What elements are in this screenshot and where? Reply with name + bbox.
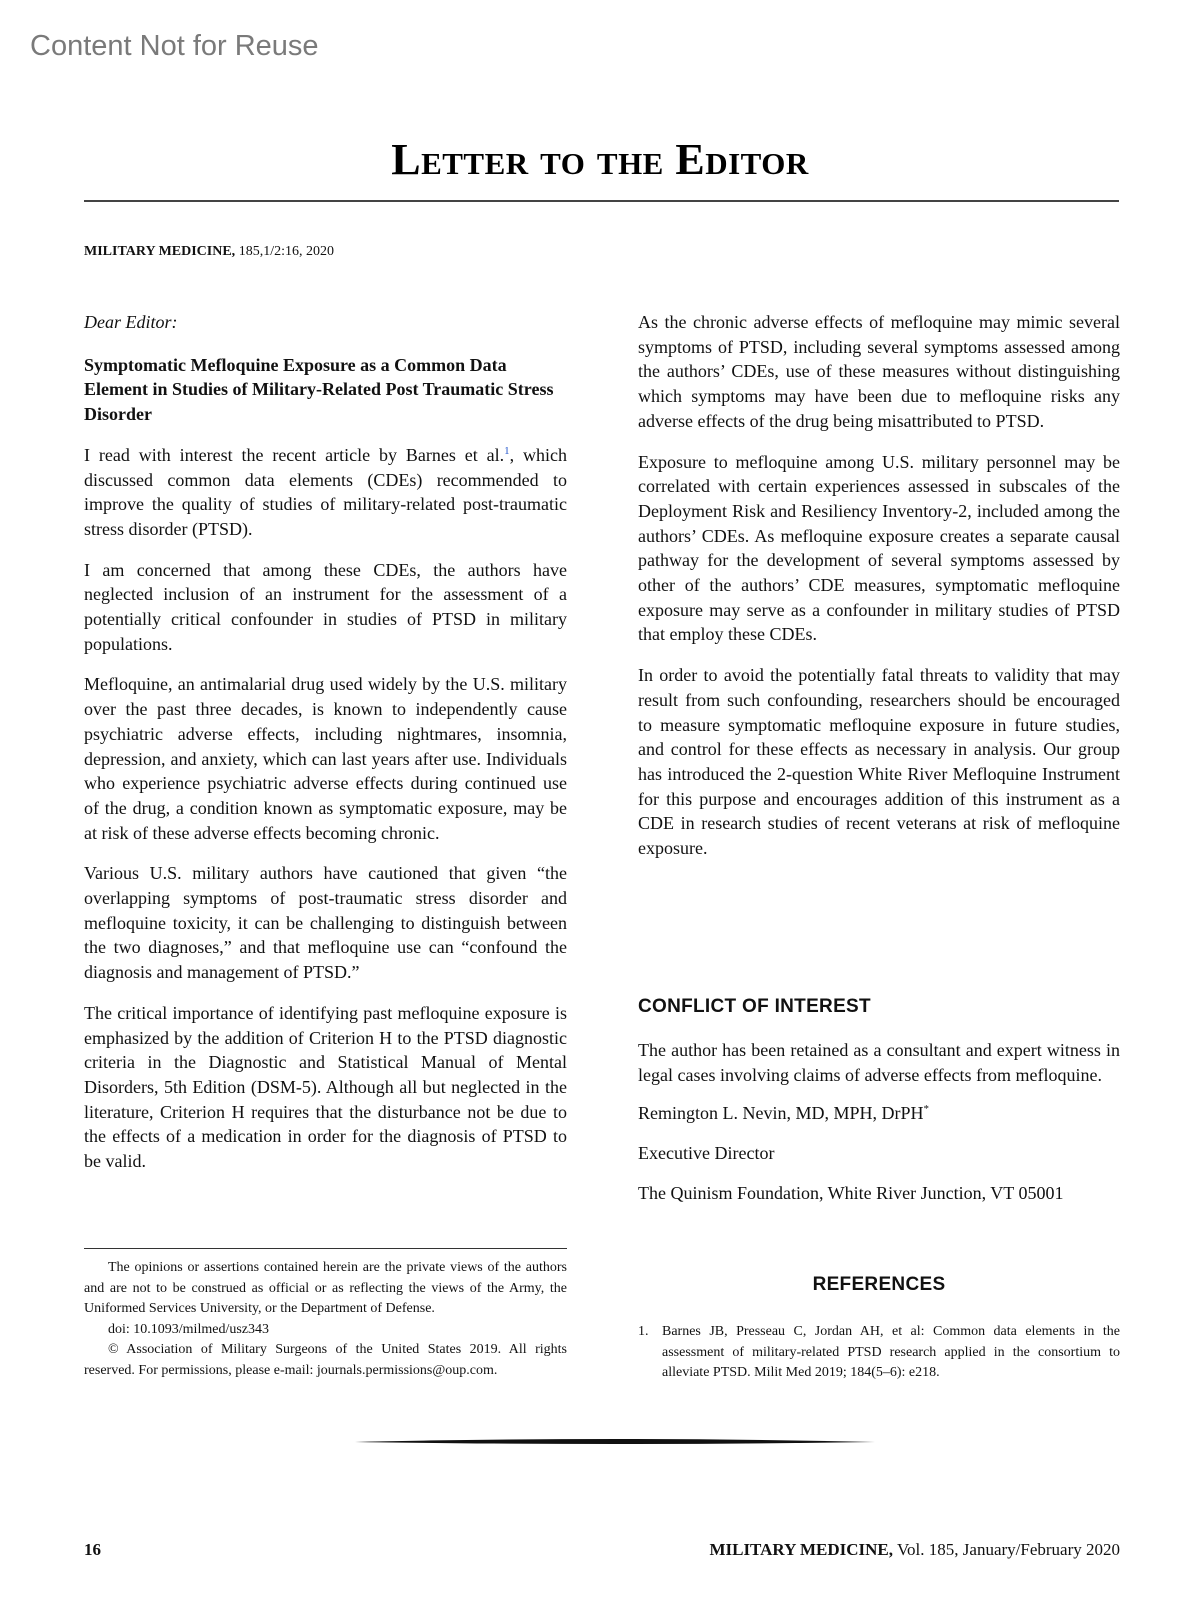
footnote-copyright: © Association of Military Surgeons of the United States 2019. All rights reserved. For permissions, please e-mail: journals.permissions@oup.com. [84, 1342, 567, 1378]
body-paragraph-5: The critical importance of identifying past mefloquine exposure is emphasized by the addition of Criterion H to the PTSD diagnostic criteria in the Diagnostic and Statistical Manual of Mental Disorders, 5th Edition (DSM-5). Although all but neglected in the literature, Criterion H requires that the disturbance not be due to the effects of a medication in order for the diagnosis of PTSD to be valid. [84, 1002, 567, 1172]
conflict-of-interest-text: The author has been retained as a consultant and expert witness in legal cases involving claims of adverse effects from mefloquine. [638, 1040, 1120, 1085]
body-paragraph-1 [84, 443, 567, 542]
author-organization: The Quinism Foundation, White River Junction, VT 05001 [638, 1183, 1064, 1204]
author-name [638, 1099, 1120, 1127]
body-paragraph-2: I am concerned that among these CDEs, the authors have neglected inclusion of an instrument for the assessment of a potentially critical confounder in studies of PTSD in military populations. [84, 559, 567, 654]
journal-citation [84, 244, 334, 260]
decorative-swoosh [355, 1436, 875, 1448]
author-name-text: Remington L. Nevin, MD, MPH, DrPH [638, 1103, 924, 1124]
paragraph-text-rest: , which discussed common data elements (CDEs) recommended to improve the quality of studies of military-related post-traumatic stress disorder (PTSD). [84, 444, 567, 539]
reference-number: 1. [638, 1324, 649, 1339]
watermark-text: Content Not for Reuse [30, 30, 319, 62]
salutation: Dear Editor: [84, 312, 178, 332]
footnote-divider [84, 1248, 567, 1249]
author-role: Executive Director [638, 1143, 775, 1164]
footnote-disclaimer: The opinions or assertions contained herein are the private views of the authors and are not to be construed as official or as reflecting the views of the Army, the Uniformed Services University, or the Department of Defense. [84, 1260, 567, 1316]
article-title: Symptomatic Mefloquine Exposure as a Common Data Element in Studies of Military-Related Post Traumatic Stress Disorder [84, 354, 554, 425]
reference-item [638, 1322, 1120, 1384]
right-column [638, 310, 1120, 877]
body-paragraph-7: Exposure to mefloquine among U.S. military personnel may be correlated with certain experiences assessed in subscales of the Deployment Risk and Resiliency Inventory-2, included among the authors’ CDEs. As mefloquine exposure creates a separate causal pathway for the development of several symptoms assessed by other of the authors’ CDE measures, symptomatic mefloquine exposure may serve as a confounder in military studies of PTSD that employ these CDEs. [638, 451, 1120, 645]
journal-issue-citation: 185,1/2:16, 2020 [235, 244, 334, 259]
body-paragraph-4: Various U.S. military authors have cautioned that given “the overlapping symptoms of post-traumatic stress disorder and mefloquine toxicity, it can be challenging to distinguish between the two diagnoses,” and that mefloquine use can “confound the diagnosis and management of PTSD.” [84, 863, 567, 983]
title-divider [84, 200, 1119, 202]
journal-name: MILITARY MEDICINE, [84, 244, 236, 259]
body-paragraph-8: In order to avoid the potentially fatal threats to validity that may result from such confounding, researchers should be encouraged to measure symptomatic mefloquine exposure in future studies, and control for these effects as necessary in analysis. Our group has introduced the 2-question White River Mefloquine Instrument for this purpose and encourages addition of this instrument as a CDE in research studies of recent veterans at risk of mefloquine exposure. [638, 665, 1120, 859]
left-column [84, 310, 567, 1190]
author-footnote-mark: * [923, 1103, 930, 1116]
conflict-of-interest-section [638, 1038, 1120, 1219]
footnote-block [84, 1258, 567, 1381]
body-paragraph-3: Mefloquine, an antimalarial drug used widely by the U.S. military over the past three decades, is known to independently cause psychiatric adverse effects, including nightmares, insomnia, depression, and anxiety, which can last years after use. Individuals who experience psychiatric adverse effects during continued use of the drug, a condition known as symptomatic exposure, may be at risk of these adverse effects becoming chronic. [84, 674, 567, 843]
footnote-doi[interactable]: doi: 10.1093/milmed/usz343 [108, 1321, 269, 1337]
reference-link-1[interactable]: 1 [504, 444, 510, 457]
reference-text: Barnes JB, Presseau C, Jordan AH, et al: Common data elements in the assessment of military-related PTSD research applied in the consortium to alleviate PTSD. Milit Med 2019; 184(5–6): e218. [662, 1324, 1120, 1380]
references-heading: REFERENCES [812, 1274, 946, 1295]
page-title: Letter to the Editor [391, 135, 809, 184]
page-number: 16 [84, 1540, 101, 1559]
footer-journal-name: MILITARY MEDICINE, [709, 1540, 894, 1559]
running-footer [709, 1540, 1120, 1560]
body-paragraph-6: As the chronic adverse effects of mefloquine may mimic several symptoms of PTSD, including several symptoms assessed among the authors’ CDEs, use of these measures without distinguishing which symptoms may have been due to mefloquine risks any adverse effects of the drug being misattributed to PTSD. [638, 312, 1120, 431]
conflict-of-interest-heading: CONFLICT OF INTEREST [638, 996, 871, 1017]
paragraph-text: I read with interest the recent article by Barnes et al. [84, 444, 505, 465]
references-list [638, 1322, 1120, 1384]
footer-issue: Vol. 185, January/February 2020 [893, 1540, 1120, 1559]
